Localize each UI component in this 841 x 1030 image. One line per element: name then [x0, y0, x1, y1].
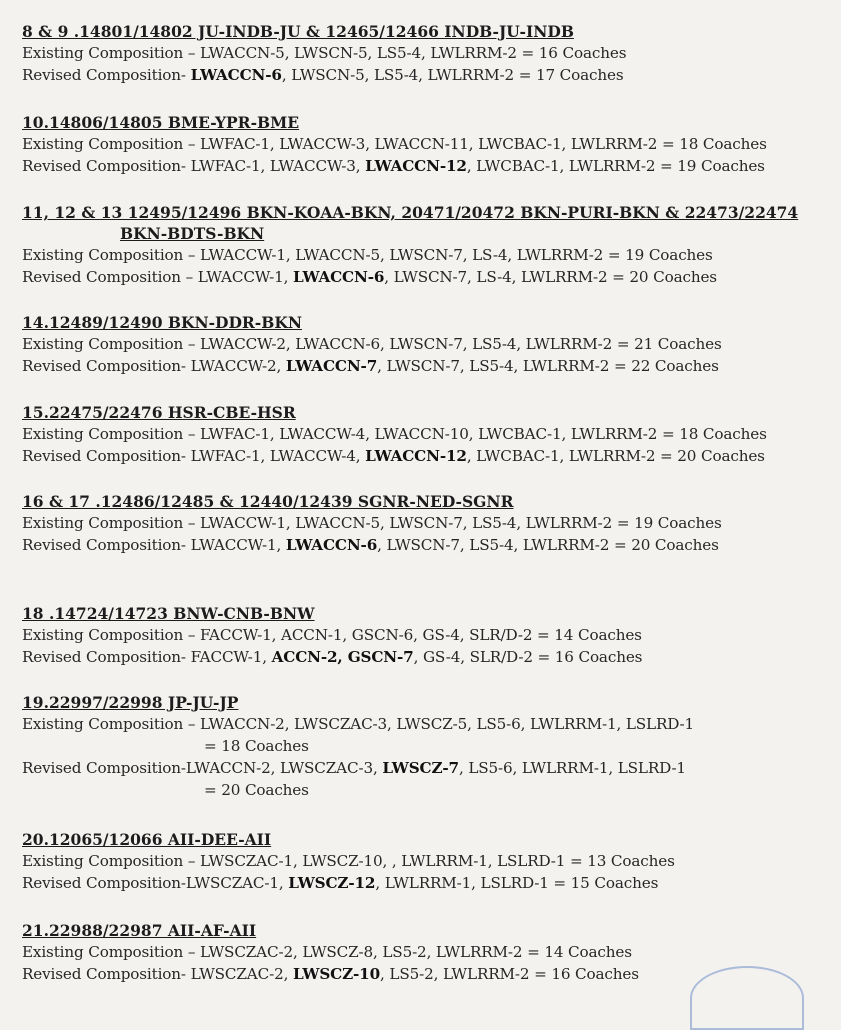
- existing-label: Existing Composition: [22, 335, 184, 353]
- revised-post: , LS5-6, LWLRRM-1, LSLRD-1: [458, 759, 686, 777]
- revised-post: , LWSCN-7, LS-4, LWLRRM-2 = 20 Coaches: [384, 268, 717, 286]
- existing-value: LWACCW-1, LWACCN-5, LWSCN-7, LS5-4, LWLRRM-2 = 19 Coaches: [199, 514, 722, 532]
- existing-composition: Existing Composition – LWACCN-2, LWSCZAC-3, LWSCZ-5, LS5-6, LWLRRM-1, LSLRD-1: [22, 715, 695, 733]
- train-section: [22, 491, 832, 556]
- revised-composition-continued: = 20 Coaches: [204, 781, 309, 799]
- existing-value: LWFAC-1, LWACCW-4, LWACCN-10, LWCBAC-1, LWLRRM-2 = 18 Coaches: [199, 425, 767, 443]
- revised-pre: LWACCW-1,: [197, 268, 294, 286]
- train-section: [22, 112, 832, 177]
- revised-composition: [22, 872, 832, 894]
- revised-change: ACCN-2, GSCN-7: [271, 648, 414, 666]
- existing-label: Existing Composition: [22, 135, 184, 153]
- revised-pre: LWFAC-1, LWACCW-3,: [190, 157, 366, 175]
- revised-change: LWACCN-7: [285, 357, 378, 375]
- revised-change: LWACCN-6: [285, 536, 378, 554]
- existing-label: Existing Composition: [22, 943, 184, 961]
- revised-label: Revised Composition-: [22, 536, 186, 554]
- existing-value: LWSCZAC-1, LWSCZ-10, , LWLRRM-1, LSLRD-1 = 13 Coaches: [199, 852, 675, 870]
- existing-label: Existing Composition: [22, 425, 184, 443]
- revised-post: , LWSCN-5, LS5-4, LWLRRM-2 = 17 Coaches: [281, 66, 624, 84]
- existing-composition: Existing Composition – LWSCZAC-1, LWSCZ-10, , LWLRRM-1, LSLRD-1 = 13 Coaches: [22, 852, 675, 870]
- revised-post: , LWSCN-7, LS5-4, LWLRRM-2 = 20 Coaches: [377, 536, 719, 554]
- existing-composition-continued: = 18 Coaches: [204, 737, 309, 755]
- section-title: 10.14806/14805 BME-YPR-BME: [22, 113, 300, 132]
- section-title: 19.22997/22998 JP-JU-JP: [22, 693, 239, 712]
- existing-label: Existing Composition: [22, 246, 184, 264]
- revised-label: Revised Composition-: [22, 759, 186, 777]
- existing-composition: Existing Composition – FACCW-1, ACCN-1, GSCN-6, GS-4, SLR/D-2 = 14 Coaches: [22, 626, 642, 644]
- revised-pre: LWACCW-1,: [190, 536, 286, 554]
- train-section: [22, 202, 832, 288]
- revised-post: , LWLRRM-1, LSLRD-1 = 15 Coaches: [375, 874, 659, 892]
- existing-label: Existing Composition: [22, 626, 184, 644]
- train-section: [22, 692, 832, 801]
- revised-composition: Revised Composition – LWACCW-1, LWACCN-6, LWSCN-7, LS-4, LWLRRM-2 = 20 Coaches: [22, 268, 717, 286]
- revised-composition: [22, 64, 832, 86]
- revised-pre: LWFAC-1, LWACCW-4,: [190, 447, 366, 465]
- existing-value: LWSCZAC-2, LWSCZ-8, LS5-2, LWLRRM-2 = 14 Coaches: [199, 943, 632, 961]
- existing-composition: Existing Composition – LWFAC-1, LWACCW-4, LWACCN-10, LWCBAC-1, LWLRRM-2 = 18 Coaches: [22, 425, 767, 443]
- revised-change: LWACCN-12: [365, 157, 467, 175]
- revised-change: LWACCN-12: [365, 447, 467, 465]
- section-title: 20.12065/12066 AII-DEE-AII: [22, 830, 272, 849]
- revised-label: Revised Composition-: [22, 157, 186, 175]
- existing-composition: Existing Composition – LWACCW-2, LWACCN-6, LWSCN-7, LS5-4, LWLRRM-2 = 21 Coaches: [22, 335, 722, 353]
- revised-composition: [22, 534, 832, 556]
- revised-composition: [22, 155, 832, 177]
- existing-value: FACCW-1, ACCN-1, GSCN-6, GS-4, SLR/D-2 = 14 Coaches: [199, 626, 642, 644]
- existing-composition: Existing Composition – LWSCZAC-2, LWSCZ-8, LS5-2, LWLRRM-2 = 14 Coaches: [22, 943, 632, 961]
- existing-composition: Existing Composition – LWFAC-1, LWACCW-3, LWACCN-11, LWCBAC-1, LWLRRM-2 = 18 Coaches: [22, 135, 767, 153]
- existing-label: Existing Composition: [22, 852, 184, 870]
- section-title: 14.12489/12490 BKN-DDR-BKN: [22, 313, 302, 332]
- revised-composition: [22, 445, 832, 467]
- section-title: 8 & 9 .14801/14802 JU-INDB-JU & 12465/12466 INDB-JU-INDB: [22, 22, 574, 41]
- revised-label: Revised Composition-: [22, 447, 186, 465]
- revised-change: LWACCN-6: [190, 66, 282, 84]
- revised-pre: LWACCN-2, LWSCZAC-3,: [185, 759, 383, 777]
- revised-pre: LWSCZAC-1,: [185, 874, 289, 892]
- revised-post: , LS5-2, LWLRRM-2 = 16 Coaches: [380, 965, 639, 983]
- section-title: 15.22475/22476 HSR-CBE-HSR: [22, 403, 296, 422]
- train-section: [22, 402, 832, 467]
- existing-composition: Existing Composition – LWACCN-5, LWSCN-5, LS5-4, LWLRRM-2 = 16 Coaches: [22, 44, 627, 62]
- section-title-continued: BKN-BDTS-BKN: [120, 224, 265, 243]
- section-title: 21.22988/22987 AII-AF-AII: [22, 921, 257, 940]
- revised-label: Revised Composition-: [22, 965, 186, 983]
- stamp-mark: [690, 966, 804, 1030]
- revised-label: Revised Composition-: [22, 648, 186, 666]
- existing-value: LWACCN-5, LWSCN-5, LS5-4, LWLRRM-2 = 16 Coaches: [199, 44, 627, 62]
- revised-label: Revised Composition-: [22, 357, 186, 375]
- train-section: [22, 829, 832, 894]
- section-title: 16 & 17 .12486/12485 & 12440/12439 SGNR-NED-SGNR: [22, 492, 514, 511]
- revised-label: Revised Composition: [22, 268, 181, 286]
- existing-composition: Existing Composition – LWACCW-1, LWACCN-5, LWSCN-7, LS5-4, LWLRRM-2 = 19 Coaches: [22, 514, 722, 532]
- revised-composition: [22, 355, 832, 377]
- revised-label: Revised Composition-: [22, 66, 186, 84]
- existing-value: LWFAC-1, LWACCW-3, LWACCN-11, LWCBAC-1, LWLRRM-2 = 18 Coaches: [199, 135, 767, 153]
- section-title: 11, 12 & 13 12495/12496 BKN-KOAA-BKN, 20471/20472 BKN-PURI-BKN & 22473/22474: [22, 203, 799, 222]
- revised-post: , LWCBAC-1, LWLRRM-2 = 20 Coaches: [466, 447, 765, 465]
- train-section: [22, 21, 832, 86]
- revised-composition: [22, 646, 832, 668]
- revised-label: Revised Composition-: [22, 874, 186, 892]
- revised-post: , LWCBAC-1, LWLRRM-2 = 19 Coaches: [466, 157, 765, 175]
- section-title: 18 .14724/14723 BNW-CNB-BNW: [22, 604, 315, 623]
- revised-change: LWSCZ-10: [292, 965, 381, 983]
- existing-value: LWACCW-1, LWACCN-5, LWSCN-7, LS-4, LWLRRM-2 = 19 Coaches: [199, 246, 713, 264]
- existing-label: Existing Composition: [22, 715, 184, 733]
- existing-value: LWACCN-2, LWSCZAC-3, LWSCZ-5, LS5-6, LWLRRM-1, LSLRD-1: [199, 715, 695, 733]
- existing-value: LWACCW-2, LWACCN-6, LWSCN-7, LS5-4, LWLRRM-2 = 21 Coaches: [199, 335, 722, 353]
- revised-post: , GS-4, SLR/D-2 = 16 Coaches: [413, 648, 643, 666]
- existing-label: Existing Composition: [22, 44, 184, 62]
- existing-composition: Existing Composition – LWACCW-1, LWACCN-5, LWSCN-7, LS-4, LWLRRM-2 = 19 Coaches: [22, 246, 713, 264]
- revised-pre: LWACCW-2,: [190, 357, 286, 375]
- revised-composition: [22, 757, 832, 779]
- train-section: [22, 312, 832, 377]
- revised-pre: FACCW-1,: [190, 648, 272, 666]
- revised-change: LWACCN-6: [293, 268, 385, 286]
- existing-label: Existing Composition: [22, 514, 184, 532]
- revised-post: , LWSCN-7, LS5-4, LWLRRM-2 = 22 Coaches: [377, 357, 719, 375]
- train-section: [22, 603, 832, 668]
- revised-pre: LWSCZAC-2,: [190, 965, 293, 983]
- revised-change: LWSCZ-7: [382, 759, 459, 777]
- revised-change: LWSCZ-12: [288, 874, 376, 892]
